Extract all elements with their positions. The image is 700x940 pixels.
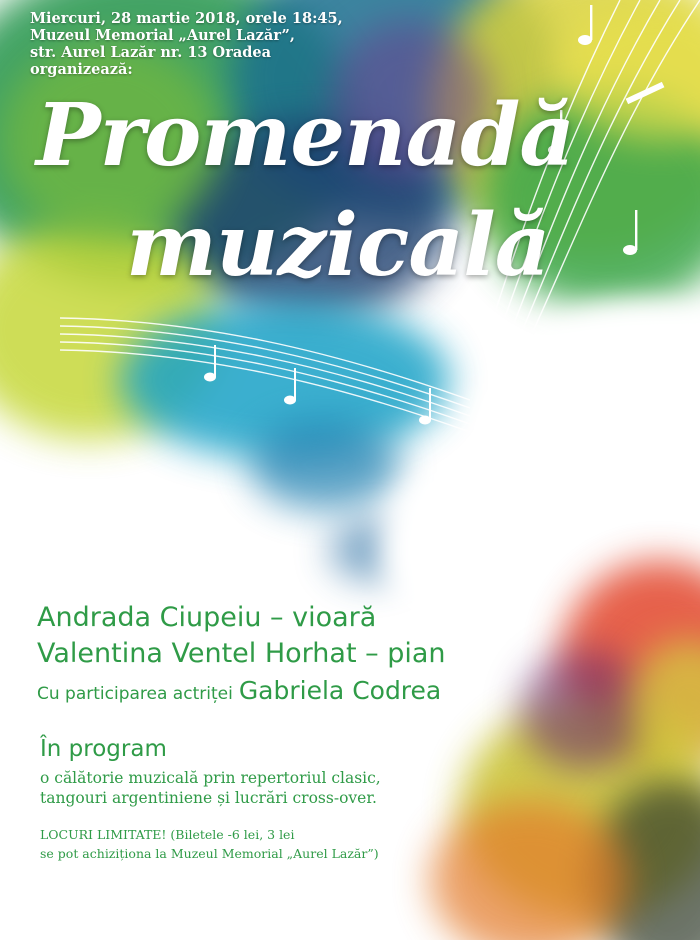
venue-line: Muzeul Memorial „Aurel Lazăr”, [30,27,295,44]
event-date-line: Miercuri, 28 martie 2018, orele 18:45, [30,10,343,27]
program-line: tangouri argentiniene și lucrări cross-over. [40,789,377,807]
performers-list [37,600,446,672]
ticket-line: se pot achiziționa la Muzeul Memorial „Aurel Lazăr”) [40,846,379,861]
ticket-info [40,825,379,863]
event-details [30,10,343,78]
organizer-line: organizează: [30,61,133,78]
participation-lead: Cu participarea actriței [37,684,233,704]
guest-actress-name: Gabriela Codrea [238,676,442,705]
poster-title-line-2: muzicală [126,195,550,296]
performer-piano: Valentina Ventel Horhat – pian [37,638,446,669]
address-line: str. Aurel Lazăr nr. 13 Oradea [30,44,271,61]
performer-violin: Andrada Ciupeiu – vioară [37,602,377,633]
guest-participation [37,676,441,705]
poster-title-line-1: Promenadă [36,85,575,186]
program-description [40,768,381,808]
program-heading: În program [40,736,167,762]
ticket-line: LOCURI LIMITATE! (Biletele -6 lei, 3 lei [40,827,295,842]
program-line: o călătorie muzicală prin repertoriul clasic, [40,769,381,787]
